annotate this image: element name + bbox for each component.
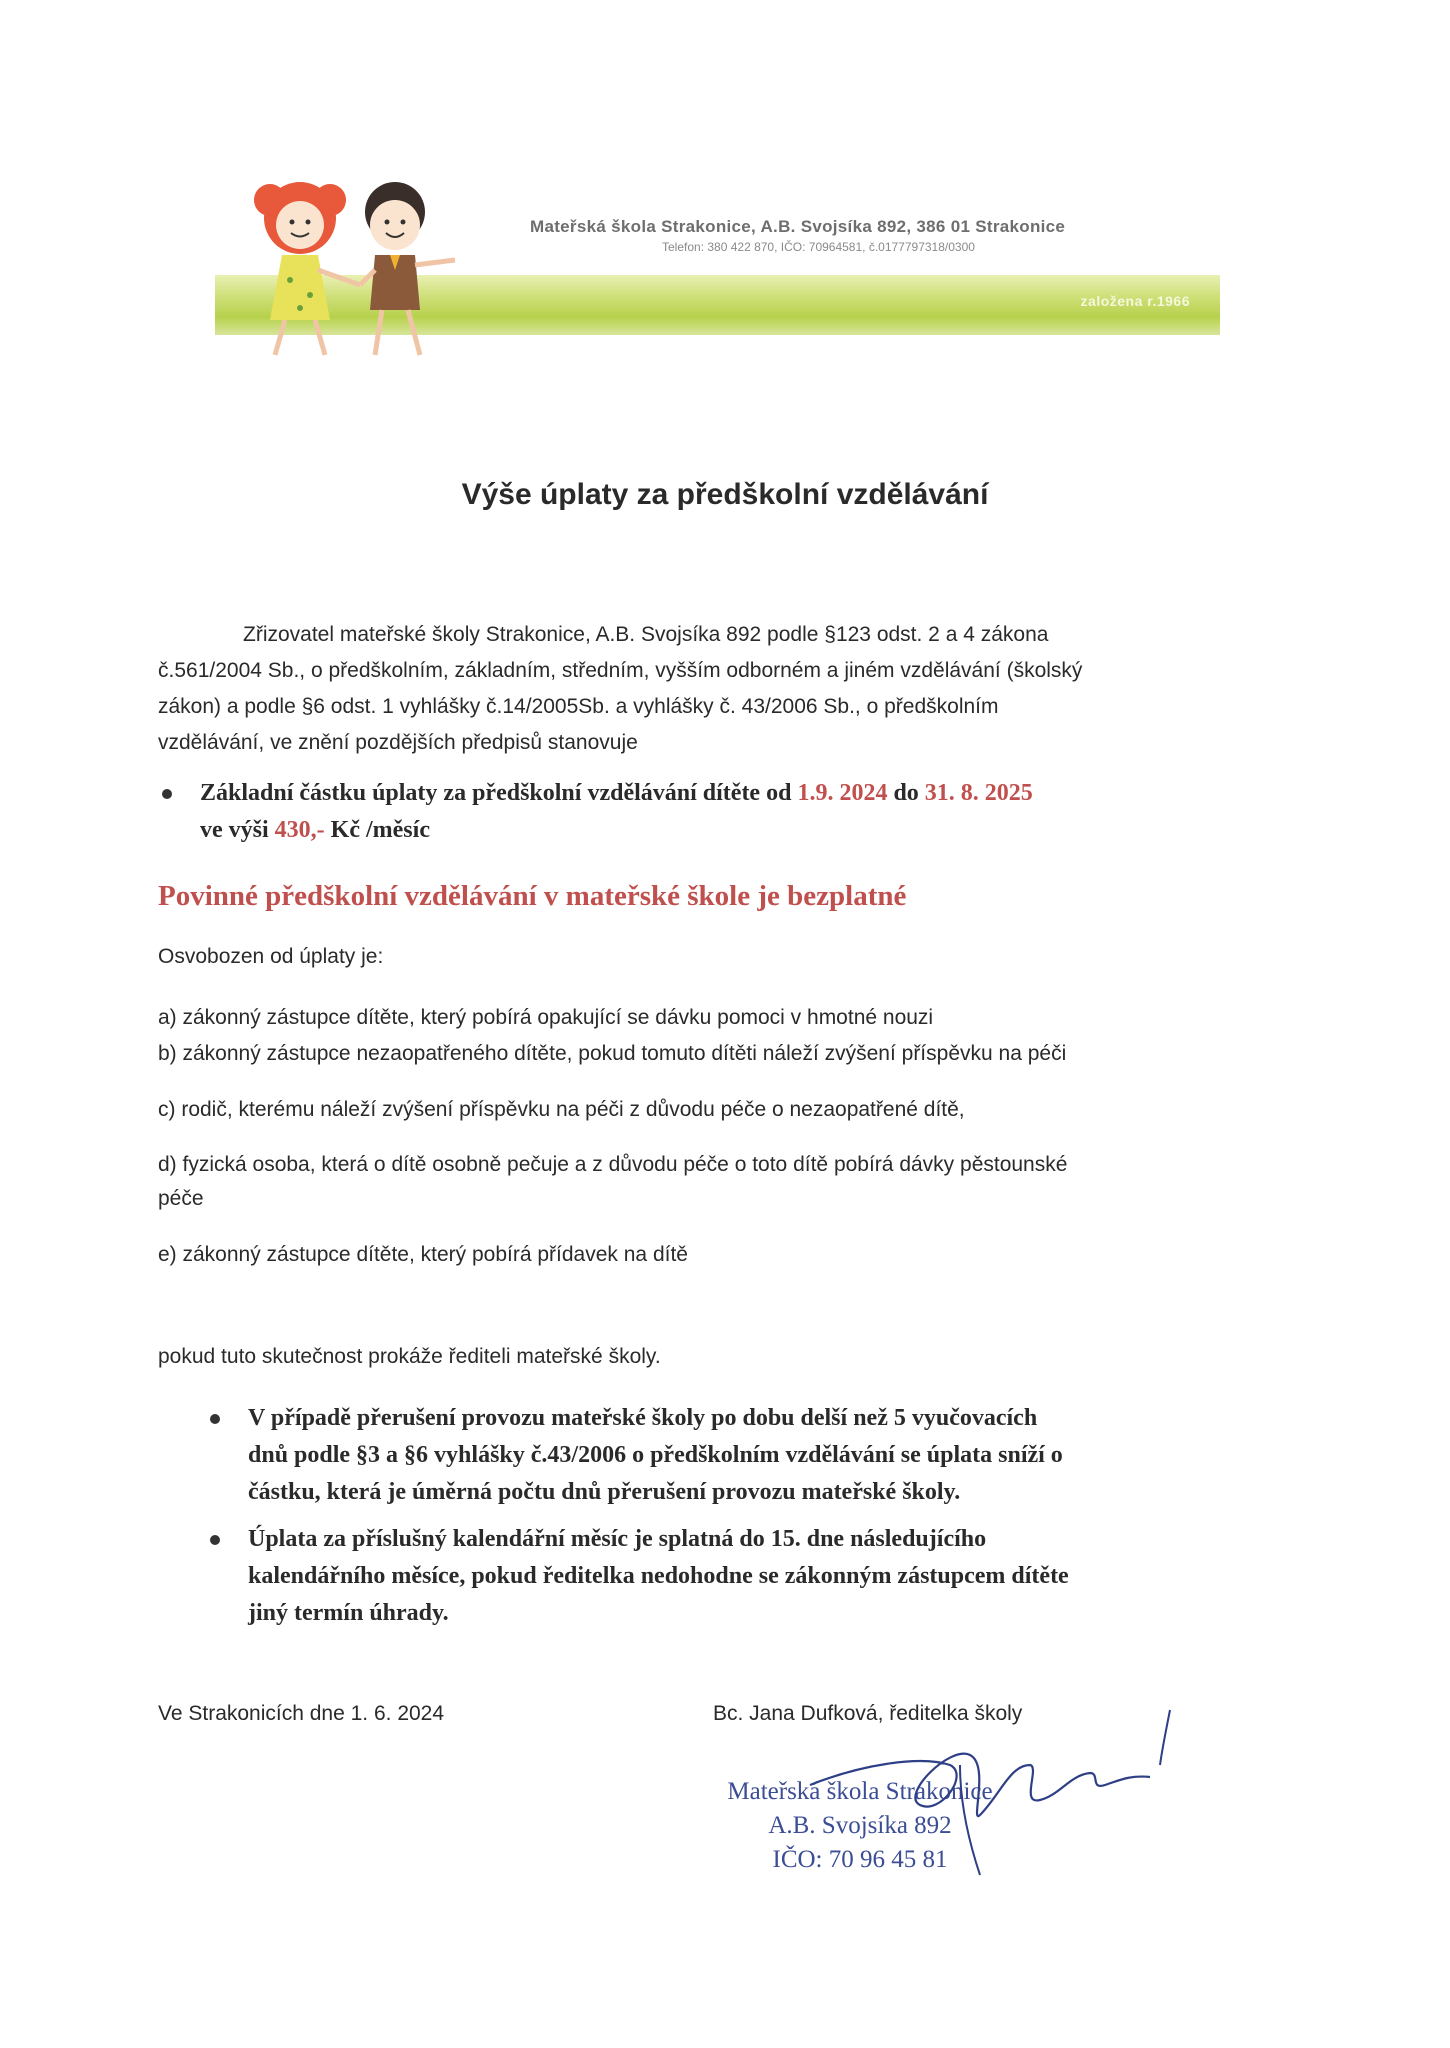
intro-line: Zřizovatel mateřské školy Strakonice, A.B. Svojsíka 892 podle §123 odst. 2 a 4 zákona: [243, 623, 1049, 646]
mandatory-notice: Povinné předškolní vzdělávání v mateřské škole je bezplatné: [158, 880, 907, 912]
school-contact: Telefon: 380 422 870, IČO: 70964581, č.0177797318/0300: [662, 240, 975, 254]
fee-date-to: 31. 8. 2025: [924, 780, 1033, 806]
fee-bullet: [200, 775, 1290, 849]
rule-line: kalendářního měsíce, pokud ředitelka nedohodne se zákonným zástupcem dítěte: [248, 1563, 1069, 1589]
stamp-line: IČO: 70 96 45 81: [772, 1846, 948, 1873]
exempt-item-d: d) fyzická osoba, která o dítě osobně pečuje a z důvodu péče o toto dítě pobírá dávky pěstounské: [158, 1153, 1068, 1176]
letterhead: [215, 160, 1220, 380]
school-name: Mateřská škola Strakonice, A.B. Svojsíka 892, 386 01 Strakonice: [530, 217, 1066, 236]
bullet-icon: [210, 1414, 220, 1424]
rule-line: V případě přerušení provozu mateřské školy po dobu delší než 5 vyučovacích: [248, 1405, 1038, 1431]
exempt-item-b: b) zákonný zástupce nezaopatřeného dítěte, pokud tomuto dítěti náleží zvýšení příspěvku na péči: [158, 1042, 1067, 1065]
place-date: Ve Strakonicích dne 1. 6. 2024: [158, 1702, 445, 1725]
rule-line: jiný termín úhrady.: [248, 1600, 449, 1626]
fee-text: Základní částku úplaty za předškolní vzdělávání dítěte od: [200, 780, 798, 806]
intro-paragraph: [158, 617, 1278, 761]
stamp-line: Mateřská škola Strakonice: [727, 1778, 993, 1805]
bullet-icon: [210, 1535, 220, 1545]
condition-text: pokud tuto skutečnost prokáže řediteli mateřské školy.: [158, 1345, 661, 1368]
children-logo: [230, 170, 500, 370]
handwritten-signature: [800, 1705, 1180, 1895]
exempt-item-a: a) zákonný zástupce dítěte, který pobírá opakující se dávku pomoci v hmotné nouzi: [158, 1006, 934, 1029]
fee-line-1: [200, 775, 1290, 812]
fee-date-from: 1.9. 2024: [797, 780, 888, 806]
interruption-bullet: [248, 1400, 1288, 1511]
bullet-icon: [162, 789, 172, 799]
fee-line-2: [200, 812, 1290, 849]
fee-text: Kč /měsíc: [324, 817, 430, 843]
exempt-item-e: e) zákonný zástupce dítěte, který pobírá přídavek na dítě: [158, 1243, 688, 1266]
intro-line: vzdělávání, ve znění pozdějších předpisů stanovuje: [158, 731, 638, 754]
rule-line: dnů podle §3 a §6 vyhlášky č.43/2006 o předškolním vzdělávání se úplata sníží o: [248, 1442, 1063, 1468]
exempt-item-d-cont: péče: [158, 1187, 204, 1210]
intro-line: zákon) a podle §6 odst. 1 vyhlášky č.14/2005Sb. a vyhlášky č. 43/2006 Sb., o předškolním: [158, 695, 999, 718]
fee-text: ve výši: [200, 817, 275, 843]
founded-label: založena r.1966: [1080, 293, 1190, 309]
rule-line: Úplata za příslušný kalendářní měsíc je splatná do 15. dne následujícího: [248, 1526, 987, 1552]
fee-text: do: [887, 780, 925, 806]
fee-amount: 430,-: [274, 817, 325, 843]
exempt-item-c: c) rodič, kterému náleží zvýšení příspěvku na péči z důvodu péče o nezaopatřené dítě,: [158, 1098, 965, 1121]
intro-line: č.561/2004 Sb., o předškolním, základním, středním, vyšším odborném a jiném vzdělávání (školský: [158, 659, 1083, 682]
exempt-heading: Osvobozen od úplaty je:: [158, 945, 384, 968]
document-title: Výše úplaty za předškolní vzdělávání: [461, 478, 989, 511]
stamp-line: A.B. Svojsíka 892: [768, 1812, 952, 1839]
payment-bullet: [248, 1521, 1288, 1632]
signatory: Bc. Jana Dufková, ředitelka školy: [713, 1702, 1023, 1725]
rule-line: částku, která je úměrná počtu dnů přerušení provozu mateřské školy.: [248, 1479, 961, 1505]
